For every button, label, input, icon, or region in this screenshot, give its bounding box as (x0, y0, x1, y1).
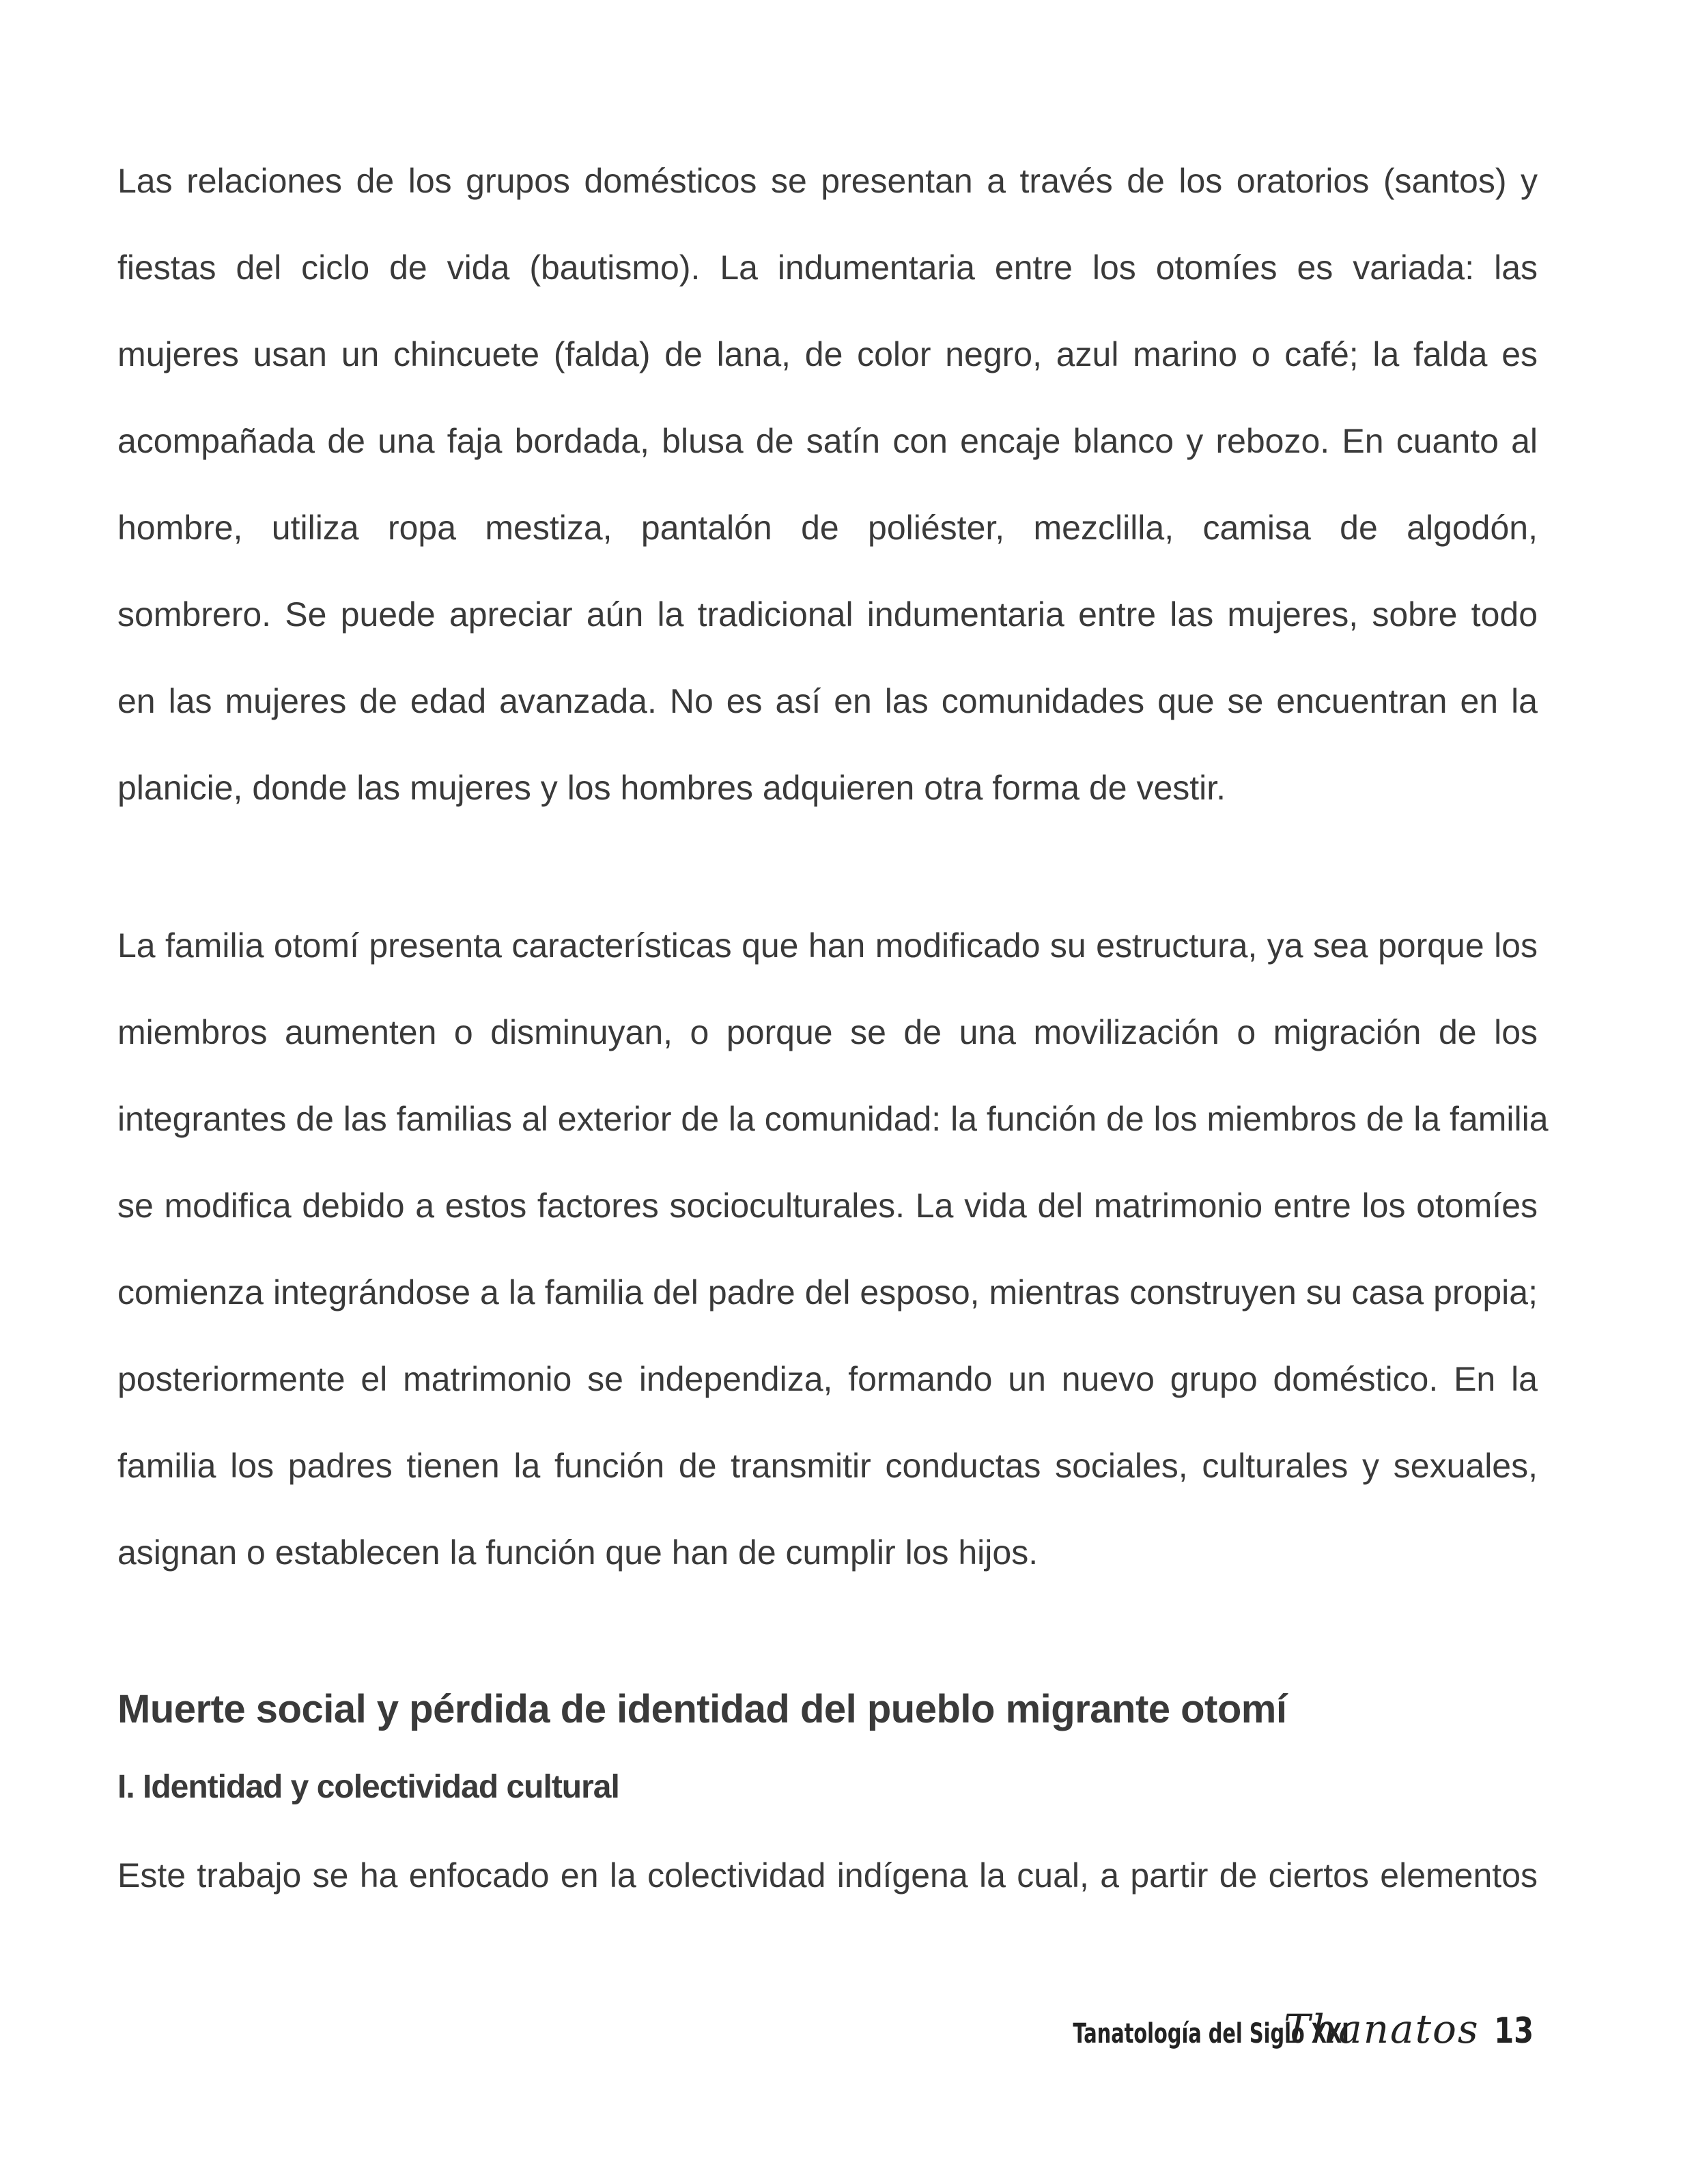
text-line: sombrero. Se puede apreciar aún la tradicional indumentaria entre las mujeres, sobre todo (117, 595, 1538, 634)
text-line: en las mujeres de edad avanzada. No es así en las comunidades que se encuentran en la (117, 682, 1538, 720)
text-line: La familia otomí presenta características que han modificado su estructura, ya sea porque los (117, 926, 1538, 965)
page-number: 13 (1493, 2011, 1534, 2052)
paragraph-identidad (117, 1832, 1538, 1919)
text-line: fiestas del ciclo de vida (bautismo). La indumentaria entre los otomíes es variada: las (117, 249, 1538, 287)
text-line: integrantes de las familias al exterior de la comunidad: la función de los miembros de la familia (117, 1100, 1549, 1138)
text-line: planicie, donde las mujeres y los hombres adquieren otra forma de vestir. (117, 769, 1226, 807)
journal-name: Tanatología del Siglo XXI (1073, 2018, 1350, 2050)
page-footer (965, 2006, 1538, 2052)
text-line: miembros aumenten o disminuyan, o porque se de una movilización o migración de los (117, 1013, 1538, 1051)
text-line: hombre, utiliza ropa mestiza, pantalón de poliéster, mezclilla, camisa de algodón, (117, 509, 1538, 547)
paragraph-indumentaria (117, 138, 1538, 832)
text-line: acompañada de una faja bordada, blusa de satín con encaje blanco y rebozo. En cuanto al (117, 422, 1538, 460)
journal-logo: Thanatos (1284, 2006, 1480, 2052)
text-line: Este trabajo se ha enfocado en la colectividad indígena la cual, a partir de ciertos elementos (117, 1856, 1538, 1895)
text-line: se modifica debido a estos factores socioculturales. La vida del matrimonio entre los otomíes (117, 1187, 1538, 1225)
text-line: comienza integrándose a la familia del padre del esposo, mientras construyen su casa propia; (117, 1273, 1538, 1311)
subsection-heading: I. Identidad y colectividad cultural (117, 1769, 619, 1805)
section-heading: Muerte social y pérdida de identidad del pueblo migrante otomí (117, 1687, 1287, 1731)
text-line: asignan o establecen la función que han de cumplir los hijos. (117, 1533, 1039, 1572)
text-line: familia los padres tienen la función de transmitir conductas sociales, culturales y sexuales, (117, 1447, 1538, 1485)
text-line: posteriormente el matrimonio se independiza, formando un nuevo grupo doméstico. En la (117, 1360, 1538, 1398)
text-line: Las relaciones de los grupos domésticos se presentan a través de los oratorios (santos) y (117, 162, 1538, 200)
paragraph-familia (117, 903, 1549, 1596)
text-line: mujeres usan un chincuete (falda) de lana, de color negro, azul marino o café; la falda es (117, 335, 1538, 373)
